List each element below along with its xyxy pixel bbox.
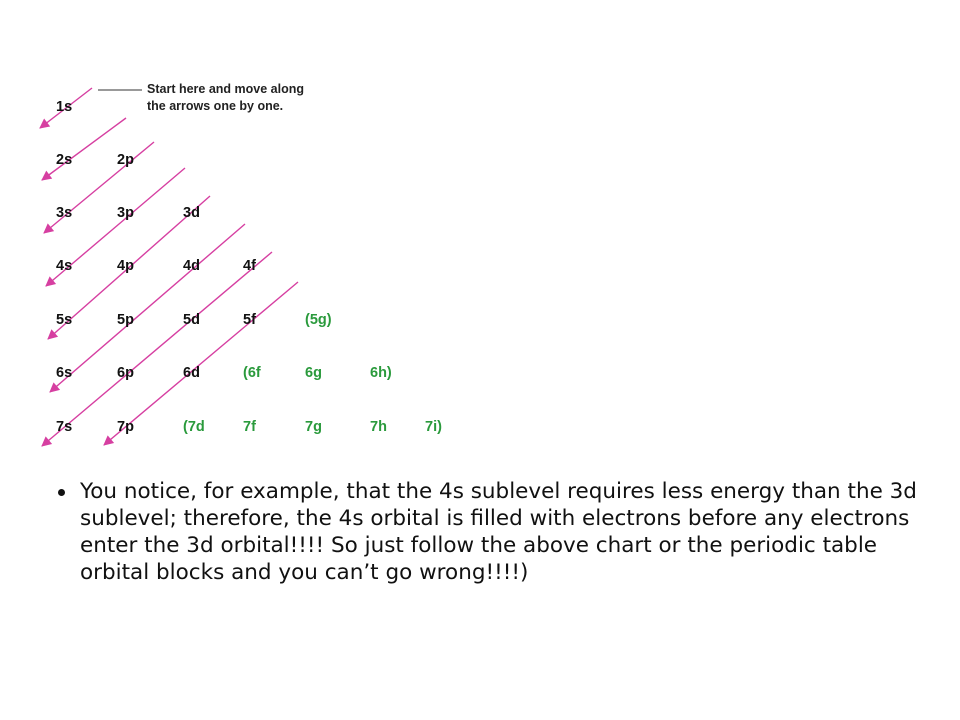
orbital-label: 7p xyxy=(117,419,134,435)
orbital-label: 5s xyxy=(56,312,73,328)
orbital-label: 7s xyxy=(56,419,73,435)
orbital-label: 2s xyxy=(56,152,73,168)
orbital-label: 3s xyxy=(56,205,73,221)
orbital-label: 6s xyxy=(56,365,73,381)
orbital-label: 2p xyxy=(117,152,134,168)
orbital-label: 5d xyxy=(183,312,200,328)
orbital-label: 4s xyxy=(56,258,73,274)
note-line-1: Start here and move along xyxy=(147,82,304,96)
orbital-label: 5f xyxy=(243,312,256,328)
orbital-label: 4p xyxy=(117,258,134,274)
orbital-label: (6f xyxy=(243,365,261,381)
note-line-2: the arrows one by one. xyxy=(147,99,284,113)
orbital-label: 7h xyxy=(370,419,387,435)
orbital-label: 3p xyxy=(117,205,134,221)
orbital-label: 4d xyxy=(183,258,200,274)
bullet-dot xyxy=(58,489,65,496)
filling-arrow xyxy=(42,118,126,180)
orbital-label: 6p xyxy=(117,365,134,381)
orbital-label: 7f xyxy=(243,419,256,435)
orbital-label: (5g) xyxy=(305,312,332,328)
bullet-text: You notice, for example, that the 4s sublevel requires less energy than the 3d sublevel; therefore, the 4s orbital is filled with electrons before any electrons enter the 3d orbital!!!! So just follow the above chart or the periodic table orbital blocks and you can’t go wrong!!!!) xyxy=(80,479,917,585)
filling-arrow xyxy=(42,252,272,446)
orbital-label: 1s xyxy=(56,99,73,115)
orbital-label: 7i) xyxy=(425,419,442,435)
orbital-label: (7d xyxy=(183,419,205,435)
orbital-label: 6g xyxy=(305,365,322,381)
orbital-label: 4f xyxy=(243,258,256,274)
orbital-label: 5p xyxy=(117,312,134,328)
filling-arrow xyxy=(50,224,245,392)
orbital-label: 6d xyxy=(183,365,200,381)
orbital-label: 7g xyxy=(305,419,322,435)
orbital-label: 6h) xyxy=(370,365,392,381)
orbital-label: 3d xyxy=(183,205,200,221)
filling-order-arrows xyxy=(40,88,298,446)
